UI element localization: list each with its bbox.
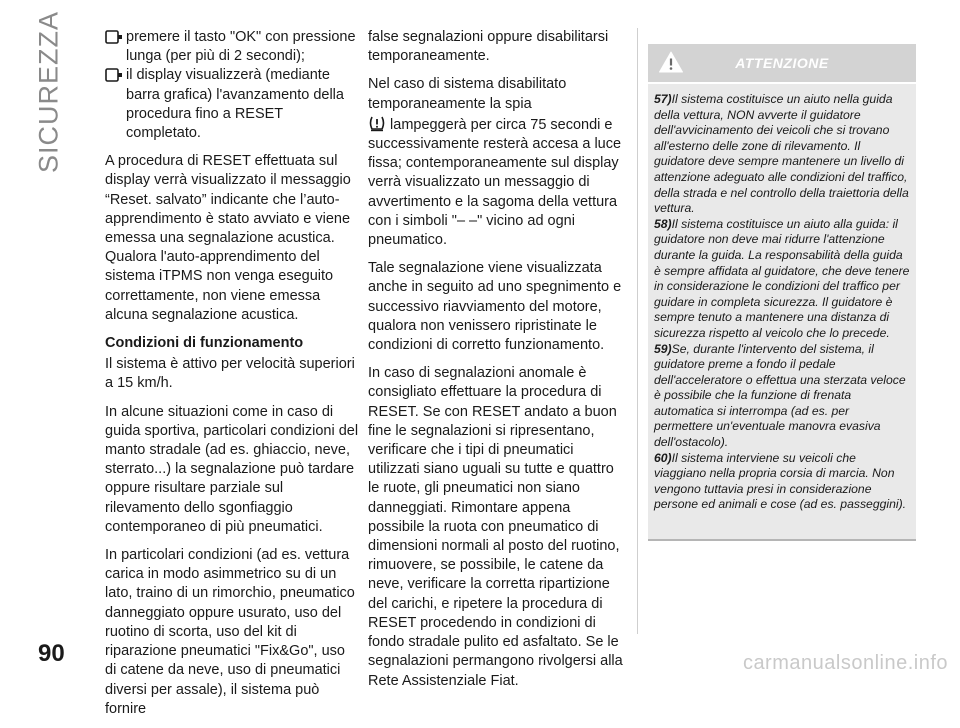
text-column-1 [105,28,360,728]
text-column-2 [368,28,626,700]
paragraph-text-a: Nel caso di sistema disabilitato temporaneamente la spia [368,76,567,112]
warning-box [648,44,916,541]
warning-item-text: Il sistema interviene su veicoli che viaggiano nella propria corsia di marcia. Non vengono tuttavia presi in considerazione persone ed animali e cose (ad es. passeggini). [654,450,907,512]
warning-item [654,342,910,451]
warning-item [654,92,910,217]
warning-item [654,451,910,513]
warning-title: ATTENZIONE [735,55,829,71]
paragraph: Tale segnalazione viene visualizzata anche in seguito ad uno spegnimento e successivo riavviamento del motore, qualora non venissero ripristinate le condizioni di corretto funzionamento. [368,260,622,354]
section-label: SICUREZZA [33,10,64,174]
column-divider [637,28,638,634]
warning-item-text: Il sistema costituisce un aiuto alla guida: il guidatore non deve mai ridurre l'attenzione durante la guida. La responsabilità della guida è sempre affidata al guidatore, che deve tenere in considerazione le condizioni del traffico per guidare in completa sicurezza. Il guidatore è sempre tenuto a mantenere una distanza di sicurezza rispetto al veicolo che lo precede. [654,216,910,340]
paragraph-text-b: lampeggerà per circa 75 secondi e successivamente resterà accesa a luce fissa; contemporaneamente sul display verrà visualizzato un messaggio di avvertimento e la sagoma della vettura con i simboli "– –" vicino ad ogni pneumatico. [368,116,622,249]
bullet-text: premere il tasto "OK" con pressione lunga (per più di 2 secondi); [126,29,356,65]
paragraph: Il sistema è attivo per velocità superiori a 15 km/h. [105,356,355,392]
bullet-text: il display visualizzerà (mediante barra grafica) l'avanzamento della procedura fino a RESET completato. [126,67,344,142]
warning-item-number: 59) [654,341,672,356]
bullet-pointer-icon [105,68,123,82]
paragraph-with-icon [368,75,626,250]
bullet-item [105,28,360,66]
warning-item [654,217,910,342]
bullet-pointer-icon [105,30,123,44]
warning-item-text: Il sistema costituisce un aiuto nella guida della vettura, NON avverte il guidatore dell'avvicinamento dei veicoli che si trovano all'esterno delle zone di rilevamento. Il guidatore deve sempre mantenere un livello di attenzione adeguato alle condizioni del traffico, della strada e nel controllo della traiettoria della vettura. [654,92,909,216]
warning-item-number: 60) [654,450,672,465]
warning-item-number: 57) [654,92,672,106]
warning-triangle-icon [658,50,684,74]
page-number: 90 [38,640,65,667]
paragraph: A procedura di RESET effettuata sul display verrà visualizzato il messaggio “Reset. salvato” indicante che l’auto-apprendimento è stato avviato e viene emessa una segnalazione acustica. Qualora l'auto-apprendimento del sistema iTPMS non venga eseguito correttamente, non viene emessa alcuna segnalazione acustica. [105,153,351,323]
watermark: carmanualsonline.info [742,652,948,674]
warning-header [648,44,916,84]
warning-item-number: 58) [654,216,672,231]
section-heading: Condizioni di funzionamento [105,335,304,352]
paragraph: false segnalazioni oppure disabilitarsi temporaneamente. [368,29,609,65]
paragraph: In caso di segnalazioni anomale è consigliato effettuare la procedura di RESET. Se con RESET andato a buon fine le segnalazioni si ripresentano, verificare che i tipi di pneumatici utilizzati siano uguali su tutte e quattro le ruote, gli pneumatici non siano danneggiati. Rimontare appena possibile la ruota con pneumatico di dimensioni normali al posto del ruotino, rimuovere, se possibile, le catene da neve, verificare la corretta ripartizione del carichi, e ripetere la procedura di RESET procedendo in condizioni di fondo stradale pulito ed asfaltato. Se le segnalazioni permangono rivolgersi alla Rete Assistenziale Fiat. [368,365,623,689]
bullet-item [105,66,360,143]
tire-pressure-warning-icon [368,114,386,132]
warning-item-text: Se, durante l'intervento del sistema, il guidatore preme a fondo il pedale dell'acceleratore o effettua una sterzata veloce è possibile che la funzione di frenata automatica si interrompa (ad es. per permettere un'eventuale manovra evasiva dell'ostacolo). [654,341,906,450]
warning-body [648,84,916,513]
paragraph: In particolari condizioni (ad es. vettura carica in modo asimmetrico su di un lato, traino di un rimorchio, pneumatico danneggiato oppure usurato, uso del ruotino di scorta, uso del kit di riparazione pneumatici "Fix&Go", uso di catene da neve, uso di pneumatici diversi per assale), il sistema può fornire [105,547,355,717]
paragraph: In alcune situazioni come in caso di guida sportiva, particolari condizioni del manto stradale (ad es. ghiaccio, neve, sterrato...) la segnalazione può tardare oppure risultare parziale sul rilevamento dello sgonfiaggio contemporaneo di più pneumatici. [105,403,359,535]
